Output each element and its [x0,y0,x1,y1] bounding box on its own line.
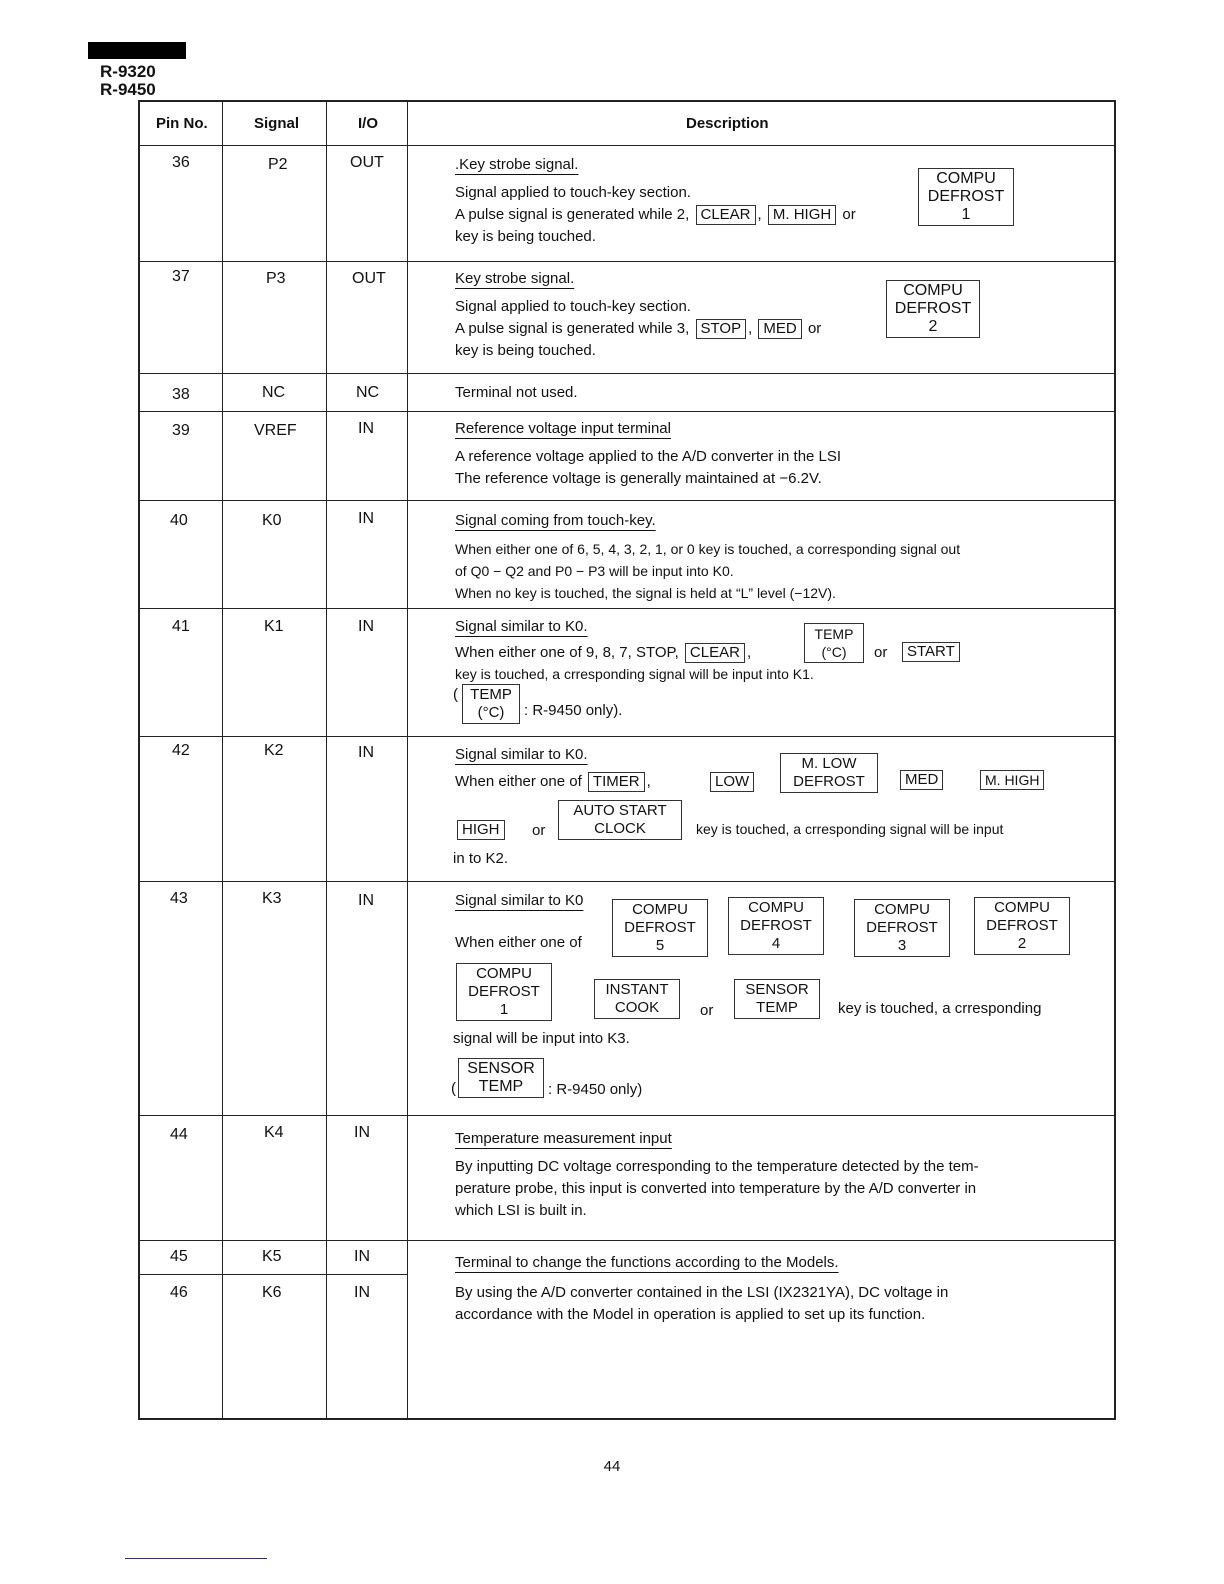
io: IN [358,420,374,437]
signal: K2 [264,742,284,759]
io: OUT [350,154,384,171]
col-header-io: I/O [358,115,379,132]
key-low: LOW [710,772,754,792]
key-timer: TIMER [588,772,645,792]
signal: K4 [264,1124,284,1141]
col-header-signal: Signal [254,115,300,132]
key-compu-defrost-5: COMPU DEFROST 5 [612,899,708,957]
model-number: R-9450 [100,80,156,99]
pin-no: 44 [170,1126,188,1143]
pin-no: 37 [172,268,190,285]
description: Reference voltage input terminal A reference voltage applied to the A/D converter in the LSI The reference voltage is generally maintained at −6.2V. [455,420,842,487]
key-compu-defrost-3: COMPU DEFROST 3 [854,899,950,957]
model-number: R-9320 [100,62,156,81]
key-m-low-defrost: M. LOW DEFROST [780,753,878,793]
pin-no: 42 [172,742,190,759]
description: Signal similar to K0. [455,746,588,763]
key-stop: STOP [696,319,747,339]
pin-no: 40 [170,512,188,529]
signal: K0 [262,512,282,529]
io: IN [358,892,374,909]
key-sensor-temp: SENSOR TEMP [734,979,820,1019]
io: IN [358,744,374,761]
key-compu-defrost: COMPU DEFROST 1 [918,168,1014,226]
io: IN [358,510,374,527]
signal: K5 [262,1248,282,1265]
description: Terminal not used. [455,384,578,401]
signal: K1 [264,618,284,635]
key-temp-c: TEMP (°C) [804,623,864,663]
key-m-high: M. HIGH [980,770,1044,790]
pin-no: 46 [170,1284,188,1301]
io: IN [354,1248,370,1265]
pin-no: 38 [172,386,190,403]
footer-rule [125,1558,267,1559]
col-header-pin: Pin No. [156,115,208,132]
description: By using the A/D converter contained in the LSI (IX2321YA), DC voltage in accordance with the Model in operation is applied to set up its function. [455,1284,949,1323]
description: Key strobe signal. Signal applied to touch-key section. A pulse signal is generated while 3, STOP , MED or key is being touched. [455,270,822,359]
signal: VREF [254,422,297,439]
key-compu-defrost-1: COMPU DEFROST 1 [456,963,552,1021]
key-sensor-temp: SENSOR TEMP [458,1058,544,1098]
key-clear: CLEAR [696,205,756,225]
description: .Key strobe signal. Signal applied to touch-key section. A pulse signal is generated while 2, CLEAR , M. HIGH or key is being touched. [455,156,856,245]
key-m-high: M. HIGH [768,205,836,225]
description: Signal similar to K0 [455,892,584,909]
pin-no: 43 [170,890,188,907]
description: Terminal to change the functions according to the Models. [455,1254,839,1271]
key-compu-defrost-4: COMPU DEFROST 4 [728,897,824,955]
key-start: START [902,642,960,662]
signal: K6 [262,1284,282,1301]
io: IN [354,1124,370,1141]
description: Signal similar to K0. [455,618,588,635]
pin-no: 41 [172,618,190,635]
key-compu-defrost-2: COMPU DEFROST 2 [974,897,1070,955]
key-high: HIGH [457,820,505,840]
key-auto-start-clock: AUTO START CLOCK [558,800,682,840]
io: OUT [352,270,386,287]
pin-table: Pin No. Signal I/O Description 36 P2 OUT .Key strobe signal. Signal applied to touch-key section. A pulse signal is generated while 2, CLEAR , M. HIGH or key is being touched. COMPU DEFROST 1 37 P3 OUT Key strobe signal. Signal applied to touch-key section. A pulse signal is generated while 3, STOP , MED or key is being touched. COMPU DEFROST 2 38 NC NC Terminal not used. 39 VREF IN Reference voltage input terminal A reference voltage applied to the A/D converter in the LSI The reference voltage is generally maintained at −6.2V. 40 K0 IN Signal coming from touch-key. When either one of 6, 5, 4, 3, 2, 1, or 0 key is touched, a corresponding signal out of Q0 − Q2 and P0 − P3 will be input into K0. When no key is touched, the signal is held at “L” level (−12V). 41 K1 IN Signal similar to K0. When either one of 9, 8, 7, STOP, CLEAR , TEMP (°C) or START key is touched, a crresponding signal will be input into K1. ( TEMP (°C) : R-9450 only). 42 K2 IN Signal similar to K0. When either one of TIMER , LOW M. LOW DEFROST MED M. HIGH HIGH or AUTO START CLOCK key is touched, a crresponding signal will be input in to K2. 43 K3 IN Signal similar to K0 When either one of COMPU DEFROST 5 COMPU DEFROST 4 COMPU DEFROST 3 COMPU DEFROST 2 COMPU DEFROST 1 INSTANT COOK or SENSOR TEMP key is touched, a crresponding signal will be input into K3. ( SENSOR TEMP : R-9450 only) 44 K4 IN Temperature measurement input By inputting DC voltage corresponding to the temperature detected by the tem- perature probe, this input is converted into temperature by the A/D converter in which LSI is built in. 45 K5 IN Terminal to change the functions according to the Models. 46 K6 IN By using the A/D converter contained in the LSI (IX2321YA), DC voltage in accordance with the Model in operation is applied to set up its function. [138,100,1116,1420]
header-bar [88,42,186,59]
signal: K3 [262,890,282,907]
key-instant-cook: INSTANT COOK [594,979,680,1019]
io: IN [358,618,374,635]
description: Signal coming from touch-key. When either one of 6, 5, 4, 3, 2, 1, or 0 key is touched, a corresponding signal out of Q0 − Q2 and P0 − P3 will be input into K0. When no key is touched, the signal is held at “L” level (−12V). [455,512,961,601]
io: IN [354,1284,370,1301]
key-temp-c: TEMP (°C) [462,684,520,724]
pin-no: 45 [170,1248,188,1265]
signal: P2 [268,156,288,173]
io: NC [356,384,380,401]
key-med: MED [900,770,943,790]
key-compu-defrost: COMPU DEFROST 2 [886,280,980,338]
pin-no: 39 [172,422,190,439]
col-header-description: Description [686,115,769,132]
pin-no: 36 [172,154,190,171]
key-clear: CLEAR [685,643,745,663]
signal: P3 [266,270,286,287]
page-number: 44 [603,1458,621,1475]
description: Temperature measurement input By inputting DC voltage corresponding to the temperature detected by the tem- perature probe, this input is converted into temperature by the A/D converter in which LSI is built in. [455,1130,979,1219]
signal: NC [262,384,286,401]
key-med: MED [758,319,801,339]
